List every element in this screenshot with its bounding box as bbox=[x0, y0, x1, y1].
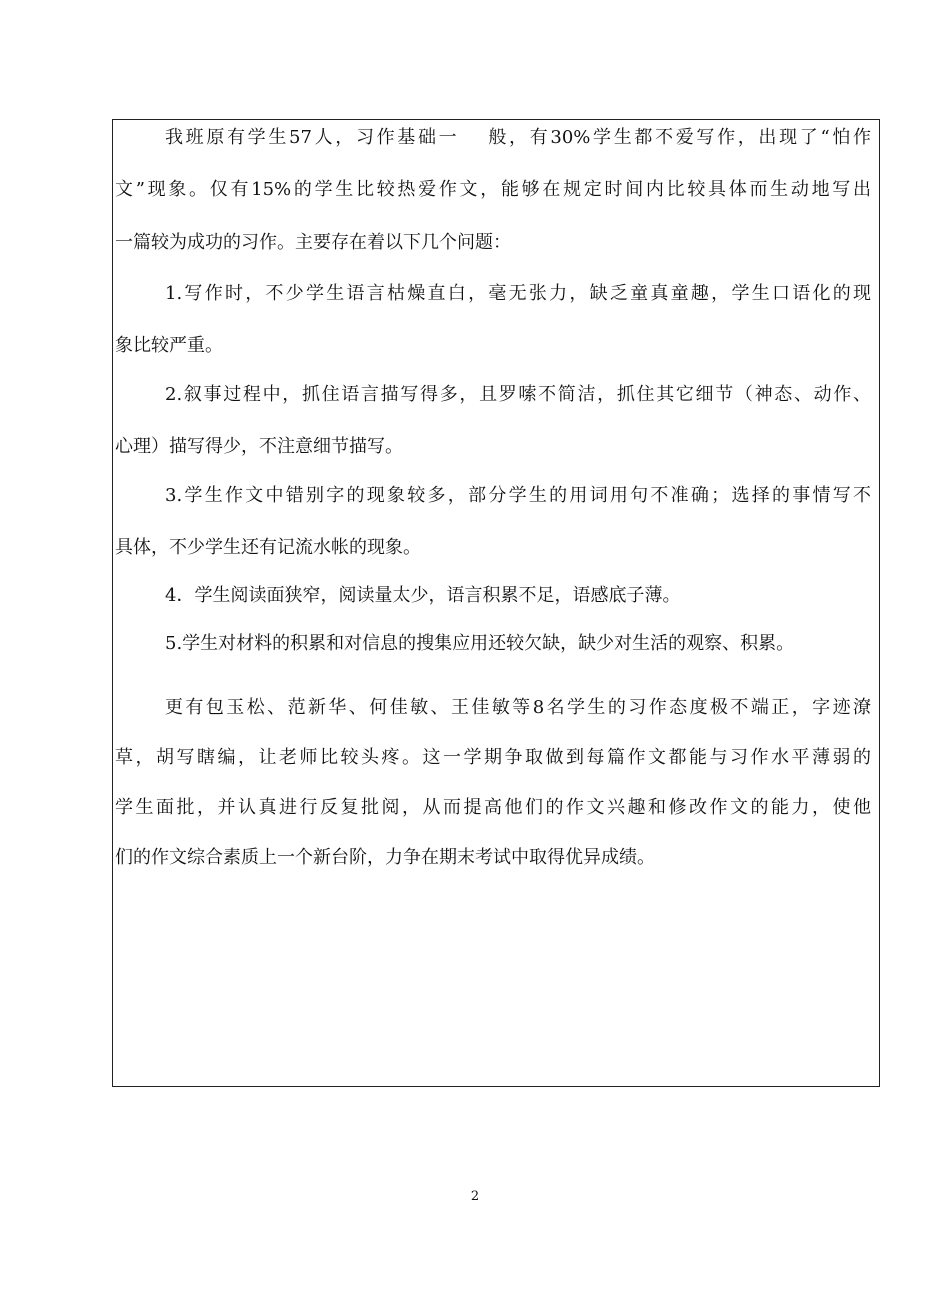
paragraph-line: 草，胡写瞎编，让老师比较头疼。这一学期争取做到每篇作文都能与习作水平薄弱的 bbox=[115, 747, 871, 768]
list-item-line: 2.叙事过程中，抓住语言描写得多，且罗嗦不简洁，抓住其它细节（神态、动作、 bbox=[165, 384, 871, 405]
paragraph-line: 更有包玉松、范新华、何佳敏、王佳敏等8名学生的习作态度极不端正，字迹潦 bbox=[165, 697, 871, 718]
paragraph-line: 文”现象。仅有15%的学生比较热爱作文，能够在规定时间内比较具体而生动地写出 bbox=[115, 179, 871, 200]
paragraph-line: 我班原有学生57人，习作基础一 般，有30%学生都不爱写作，出现了“怕作 bbox=[165, 127, 871, 148]
paragraph-line: 一篇较为成功的习作。主要存在着以下几个问题： bbox=[115, 232, 511, 253]
list-item-line: 4．学生阅读面狭窄，阅读量太少，语言积累不足，语感底子薄。 bbox=[165, 585, 681, 606]
list-item-line: 3.学生作文中错别字的现象较多，部分学生的用词用句不准确；选择的事情写不 bbox=[165, 485, 871, 506]
page-number: 2 bbox=[470, 1189, 480, 1204]
list-item-line: 象比较严重。 bbox=[115, 335, 223, 356]
list-item-line: 具体，不少学生还有记流水帐的现象。 bbox=[115, 537, 421, 558]
list-item-line: 心理）描写得少，不注意细节描写。 bbox=[115, 436, 403, 457]
list-item-line: 1.写作时，不少学生语言枯燥直白，毫无张力，缺乏童真童趣，学生口语化的现 bbox=[165, 283, 871, 304]
list-item-line: 5.学生对材料的积累和对信息的搜集应用还较欠缺，缺少对生活的观察、积累。 bbox=[165, 633, 795, 654]
paragraph-line: 们的作文综合素质上一个新台阶，力争在期末考试中取得优异成绩。 bbox=[115, 847, 655, 868]
paragraph-line: 学生面批，并认真进行反复批阅，从而提高他们的作文兴趣和修改作文的能力，使他 bbox=[115, 797, 871, 818]
content-table-cell bbox=[112, 119, 880, 1087]
